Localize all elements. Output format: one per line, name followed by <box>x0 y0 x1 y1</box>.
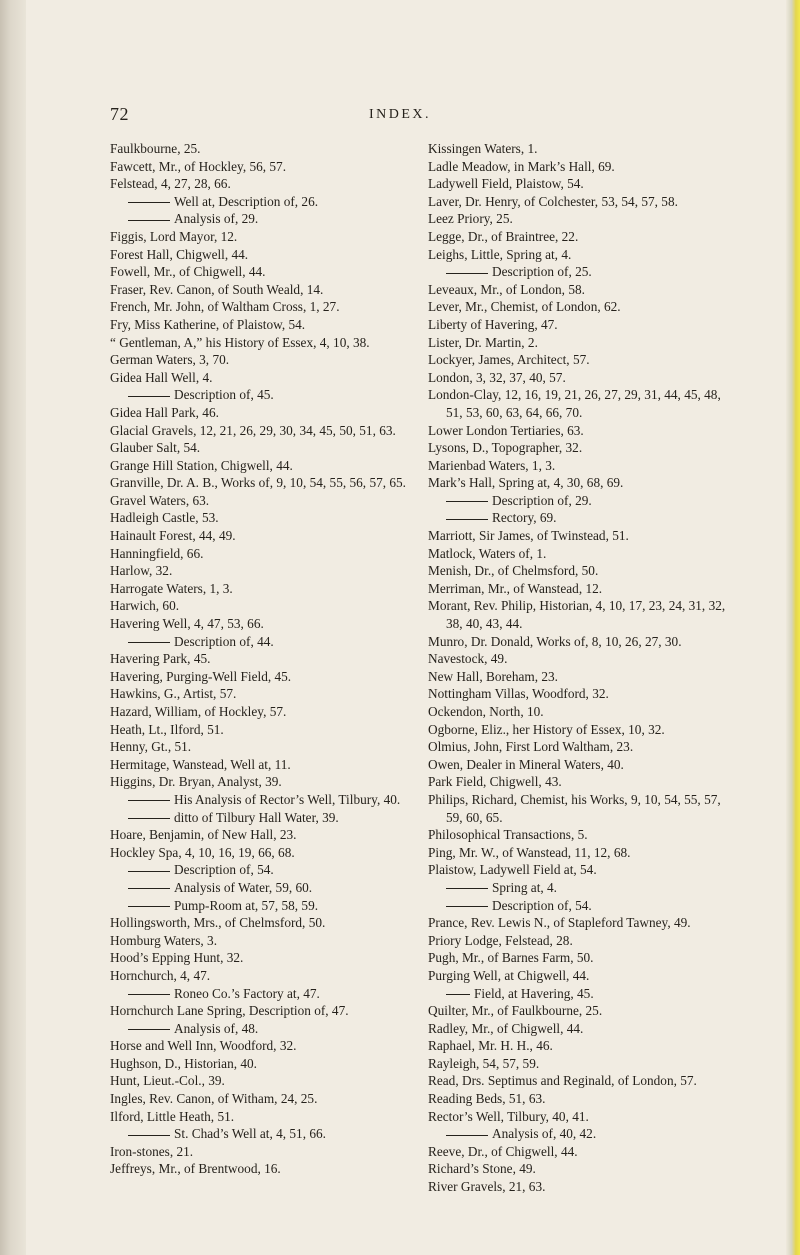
index-entry <box>110 492 420 510</box>
index-entry <box>110 949 420 967</box>
index-entry <box>428 650 738 668</box>
index-entry-text: Analysis of, 40, 42. <box>492 1126 597 1142</box>
index-entry-text: Philips, Richard, Chemist, his Works, 9, 10, 54, 55, 57, 59, 60, 65. <box>428 791 721 825</box>
ditto-rule <box>128 818 170 819</box>
index-entry-text: Reading Beds, 51, 63. <box>428 1091 546 1107</box>
index-entry-text: Leez Priory, 25. <box>428 211 513 227</box>
index-entry <box>110 562 420 580</box>
index-entry <box>110 1055 420 1073</box>
index-entry <box>110 439 420 457</box>
ditto-rule <box>128 994 170 995</box>
index-entry-text: Spring at, 4. <box>492 879 558 895</box>
index-entry-text: Hollingsworth, Mrs., of Chelmsford, 50. <box>110 915 326 931</box>
index-subentry <box>110 791 420 809</box>
index-entry <box>428 580 738 598</box>
index-entry-text: Gidea Hall Park, 46. <box>110 404 219 420</box>
index-entry-text: Description of, 54. <box>174 862 274 878</box>
index-entry <box>110 228 420 246</box>
index-entry-text: River Gravels, 21, 63. <box>428 1179 546 1195</box>
index-entry <box>110 158 420 176</box>
index-entry-text: Reeve, Dr., of Chigwell, 44. <box>428 1143 578 1159</box>
index-entry <box>110 685 420 703</box>
index-entry-text: Rector’s Well, Tilbury, 40, 41. <box>428 1108 589 1124</box>
index-entry-text: Menish, Dr., of Chelmsford, 50. <box>428 563 599 579</box>
index-entry-text: Prance, Rev. Lewis N., of Stapleford Tawney, 49. <box>428 915 691 931</box>
index-subentry <box>110 861 420 879</box>
index-entry <box>110 1160 420 1178</box>
ditto-rule <box>446 906 488 907</box>
running-head: INDEX. <box>368 107 432 122</box>
index-entry <box>110 668 420 686</box>
index-entry-text: Fraser, Rev. Canon, of South Weald, 14. <box>110 281 324 297</box>
index-entry-text: Gravel Waters, 63. <box>110 492 210 508</box>
index-entry <box>428 949 738 967</box>
index-subentry <box>110 897 420 915</box>
index-entry <box>110 281 420 299</box>
index-entry <box>428 1055 738 1073</box>
index-subentry <box>110 985 420 1003</box>
index-entry <box>428 422 738 440</box>
ditto-rule <box>128 396 170 397</box>
index-entry-text: Havering Well, 4, 47, 53, 66. <box>110 616 264 632</box>
index-entry-text: Olmius, John, First Lord Waltham, 23. <box>428 739 634 755</box>
index-entry-text: Hermitage, Wanstead, Well at, 11. <box>110 756 291 772</box>
index-entry <box>428 685 738 703</box>
index-subentry <box>110 210 420 228</box>
index-entry-text: Kissingen Waters, 1. <box>428 141 538 156</box>
index-subentry <box>428 1125 738 1143</box>
index-entry <box>428 967 738 985</box>
index-entry <box>110 597 420 615</box>
index-entry-text: Richard’s Stone, 49. <box>428 1161 536 1177</box>
index-subentry <box>428 879 738 897</box>
index-entry-text: Horse and Well Inn, Woodford, 32. <box>110 1038 297 1054</box>
index-entry-text: London, 3, 32, 37, 40, 57. <box>428 369 566 385</box>
index-entry-text: Laver, Dr. Henry, of Colchester, 53, 54, 57, 58. <box>428 193 678 209</box>
index-entry <box>428 703 738 721</box>
index-entry-text: St. Chad’s Well at, 4, 51, 66. <box>174 1126 326 1142</box>
index-entry <box>110 474 420 492</box>
ditto-rule <box>446 501 488 502</box>
index-entry <box>110 580 420 598</box>
index-entry-text: Ladywell Field, Plaistow, 54. <box>428 176 584 192</box>
index-entry <box>110 175 420 193</box>
index-entry-text: Havering Park, 45. <box>110 651 211 667</box>
index-entry-text: Hawkins, G., Artist, 57. <box>110 686 237 702</box>
index-entry-text: Owen, Dealer in Mineral Waters, 40. <box>428 756 624 772</box>
index-entry <box>110 545 420 563</box>
index-entry-text: Lister, Dr. Martin, 2. <box>428 334 538 350</box>
index-entry <box>110 650 420 668</box>
index-entry-text: German Waters, 3, 70. <box>110 352 230 368</box>
ditto-rule <box>446 273 488 274</box>
index-entry-text: Raphael, Mr. H. H., 46. <box>428 1038 553 1054</box>
index-subentry <box>110 1020 420 1038</box>
index-entry-text: Jeffreys, Mr., of Brentwood, 16. <box>110 1161 281 1177</box>
index-entry-text: Philosophical Transactions, 5. <box>428 827 588 843</box>
index-entry-text: Hunt, Lieut.-Col., 39. <box>110 1073 225 1089</box>
ditto-rule <box>128 888 170 889</box>
ditto-rule <box>128 1135 170 1136</box>
index-entry <box>110 422 420 440</box>
index-entry-text: Felstead, 4, 27, 28, 66. <box>110 176 231 192</box>
index-entry-text: French, Mr. John, of Waltham Cross, 1, 27. <box>110 299 340 315</box>
index-entry <box>110 246 420 264</box>
index-subentry <box>110 879 420 897</box>
index-entry-text: Higgins, Dr. Bryan, Analyst, 39. <box>110 774 282 790</box>
index-entry <box>428 246 738 264</box>
index-entry-text: Read, Drs. Septimus and Reginald, of London, 57. <box>428 1073 697 1089</box>
index-subentry <box>428 263 738 281</box>
index-entry <box>428 281 738 299</box>
index-subentry <box>428 897 738 915</box>
index-subentry <box>110 1125 420 1143</box>
index-entry-text: Homburg Waters, 3. <box>110 932 218 948</box>
index-entry <box>428 545 738 563</box>
index-entry <box>428 773 738 791</box>
index-entry-text: Hornchurch Lane Spring, Description of, 47. <box>110 1003 349 1019</box>
index-entry <box>428 1143 738 1161</box>
index-entry <box>428 1160 738 1178</box>
index-entry-text: Rayleigh, 54, 57, 59. <box>428 1055 540 1071</box>
index-subentry <box>110 809 420 827</box>
index-entry <box>110 773 420 791</box>
index-entry-text: Hornchurch, 4, 47. <box>110 967 211 983</box>
index-entry-text: Heath, Lt., Ilford, 51. <box>110 721 224 737</box>
index-entry <box>428 597 738 632</box>
index-entry-text: Fry, Miss Katherine, of Plaistow, 54. <box>110 316 306 332</box>
index-entry-text: Nottingham Villas, Woodford, 32. <box>428 686 609 702</box>
index-entry-text: Lysons, D., Topographer, 32. <box>428 440 583 456</box>
index-entry <box>428 369 738 387</box>
index-entry-text: Hoare, Benjamin, of New Hall, 23. <box>110 827 297 843</box>
index-subentry <box>428 509 738 527</box>
index-entry <box>110 756 420 774</box>
index-entry <box>428 298 738 316</box>
index-entry-text: Pugh, Mr., of Barnes Farm, 50. <box>428 950 594 966</box>
index-entry-text: Harwich, 60. <box>110 598 180 614</box>
ditto-rule <box>446 994 470 995</box>
index-entry-text: Glauber Salt, 54. <box>110 440 201 456</box>
index-entry-text: Hazard, William, of Hockley, 57. <box>110 704 287 719</box>
index-subentry <box>110 633 420 651</box>
index-entry-text: Description of, 29. <box>492 492 592 508</box>
index-entry <box>428 316 738 334</box>
ditto-rule <box>446 1135 488 1136</box>
index-entry-text: Analysis of, 48. <box>174 1020 259 1036</box>
index-entry-text: Iron-stones, 21. <box>110 1143 194 1159</box>
index-entry <box>428 158 738 176</box>
index-column-right <box>428 140 738 1196</box>
index-entry <box>110 615 420 633</box>
index-entry-text: Pump-Room at, 57, 58, 59. <box>174 897 319 913</box>
index-entry <box>428 457 738 475</box>
index-entry-text: Radley, Mr., of Chigwell, 44. <box>428 1020 584 1036</box>
index-entry-text: Marienbad Waters, 1, 3. <box>428 457 556 473</box>
index-entry-text: Quilter, Mr., of Faulkbourne, 25. <box>428 1003 603 1019</box>
index-entry <box>428 334 738 352</box>
index-entry-text: Description of, 44. <box>174 633 274 649</box>
index-entry <box>428 914 738 932</box>
index-entry <box>110 1090 420 1108</box>
index-entry <box>110 140 420 158</box>
index-entry-text: Lower London Tertiaries, 63. <box>428 422 584 438</box>
index-entry <box>428 175 738 193</box>
index-entry <box>428 756 738 774</box>
index-entry-text: Ingles, Rev. Canon, of Witham, 24, 25. <box>110 1091 318 1107</box>
index-entry <box>110 1037 420 1055</box>
index-entry <box>110 738 420 756</box>
index-entry-text: Liberty of Havering, 47. <box>428 316 558 332</box>
index-entry-text: Ockendon, North, 10. <box>428 704 544 719</box>
index-entry-text: London-Clay, 12, 16, 19, 21, 26, 27, 29, 31, 44, 45, 48, 51, 53, 60, 63, 64, 66, 70. <box>428 387 721 420</box>
index-entry <box>428 562 738 580</box>
index-entry-text: Morant, Rev. Philip, Historian, 4, 10, 17, 23, 24, 31, 32, 38, 40, 43, 44. <box>428 598 726 632</box>
index-entry <box>428 386 738 421</box>
index-entry-text: Hood’s Epping Hunt, 32. <box>110 950 244 966</box>
index-entry-text: Granville, Dr. A. B., Works of, 9, 10, 54, 55, 56, 57, 65. <box>110 475 407 491</box>
index-entry <box>110 703 420 721</box>
page-edge-strip <box>786 0 800 1255</box>
index-entry <box>428 1072 738 1090</box>
ditto-rule <box>128 1029 170 1030</box>
index-entry <box>428 1020 738 1038</box>
index-entry <box>110 369 420 387</box>
index-entry-text: Field, at Havering, 45. <box>474 985 594 1001</box>
index-entry <box>110 1002 420 1020</box>
index-entry <box>110 316 420 334</box>
index-entry <box>110 351 420 369</box>
index-entry-text: New Hall, Boreham, 23. <box>428 668 558 684</box>
index-entry-text: Priory Lodge, Felstead, 28. <box>428 932 573 948</box>
page-binding-shadow <box>0 0 26 1255</box>
index-entry <box>110 509 420 527</box>
index-entry <box>428 210 738 228</box>
index-entry-text: Hadleigh Castle, 53. <box>110 510 219 526</box>
index-entry <box>428 826 738 844</box>
page-number: 72 <box>110 104 129 124</box>
index-entry-text: Navestock, 49. <box>428 651 508 667</box>
index-entry-text: Havering, Purging-Well Field, 45. <box>110 668 292 684</box>
index-entry-text: Hughson, D., Historian, 40. <box>110 1055 257 1071</box>
index-entry <box>428 668 738 686</box>
index-entry <box>428 738 738 756</box>
index-entry <box>428 228 738 246</box>
index-entry-text: Faulkbourne, 25. <box>110 141 201 156</box>
index-column-left <box>110 140 420 1178</box>
index-entry-text: Fowell, Mr., of Chigwell, 44. <box>110 264 266 280</box>
ditto-rule <box>128 906 170 907</box>
index-entry-text: Ladle Meadow, in Mark’s Hall, 69. <box>428 158 615 174</box>
index-entry-text: Fawcett, Mr., of Hockley, 56, 57. <box>110 158 287 174</box>
index-entry <box>428 844 738 862</box>
ditto-rule <box>128 642 170 643</box>
index-entry-text: Grange Hill Station, Chigwell, 44. <box>110 457 293 473</box>
index-entry-text: Analysis of, 29. <box>174 211 259 227</box>
index-entry-text: Park Field, Chigwell, 43. <box>428 774 562 790</box>
index-entry <box>110 826 420 844</box>
index-entry-text: Lever, Mr., Chemist, of London, 62. <box>428 299 621 315</box>
index-entry <box>428 1090 738 1108</box>
index-entry-text: Description of, 54. <box>492 897 592 913</box>
index-entry-text: Legge, Dr., of Braintree, 22. <box>428 228 579 244</box>
ditto-rule <box>446 888 488 889</box>
index-entry-text: Ogborne, Eliz., her History of Essex, 10, 32. <box>428 721 665 737</box>
ditto-rule <box>446 519 488 520</box>
index-entry-text: Roneo Co.’s Factory at, 47. <box>174 985 320 1001</box>
index-entry <box>110 263 420 281</box>
index-entry-text: Forest Hall, Chigwell, 44. <box>110 246 249 262</box>
index-entry-text: Well at, Description of, 26. <box>174 193 319 209</box>
index-entry-text: Lockyer, James, Architect, 57. <box>428 352 590 368</box>
index-entry <box>428 1178 738 1196</box>
index-entry-text: Matlock, Waters of, 1. <box>428 545 547 561</box>
index-entry <box>110 967 420 985</box>
index-entry <box>428 527 738 545</box>
index-entry <box>110 457 420 475</box>
ditto-rule <box>128 202 170 203</box>
index-entry <box>428 932 738 950</box>
index-entry <box>110 1072 420 1090</box>
index-entry-text: Munro, Dr. Donald, Works of, 8, 10, 26, 27, 30. <box>428 633 682 649</box>
index-entry <box>428 791 738 826</box>
index-entry-text: “ Gentleman, A,” his History of Essex, 4, 10, 38. <box>110 334 370 350</box>
index-entry-text: Leighs, Little, Spring at, 4. <box>428 246 572 262</box>
index-subentry <box>110 386 420 404</box>
index-entry-text: Glacial Gravels, 12, 21, 26, 29, 30, 34, 45, 50, 51, 63. <box>110 422 396 438</box>
index-subentry <box>428 985 738 1003</box>
index-entry-text: Description of, 45. <box>174 387 274 403</box>
index-entry-text: Hockley Spa, 4, 10, 16, 19, 66, 68. <box>110 844 295 860</box>
ditto-rule <box>128 220 170 221</box>
index-entry <box>428 351 738 369</box>
ditto-rule <box>128 871 170 872</box>
index-entry-text: Hainault Forest, 44, 49. <box>110 528 236 544</box>
index-entry-text: Gidea Hall Well, 4. <box>110 369 213 385</box>
index-entry-text: Plaistow, Ladywell Field at, 54. <box>428 862 597 878</box>
index-entry-text: Harlow, 32. <box>110 563 173 579</box>
index-entry-text: Description of, 25. <box>492 264 592 280</box>
index-entry-text: Leveaux, Mr., of London, 58. <box>428 281 585 297</box>
index-subentry <box>110 193 420 211</box>
index-entry <box>428 1002 738 1020</box>
index-entry-text: Rectory, 69. <box>492 510 557 526</box>
index-entry <box>428 861 738 879</box>
index-entry-text: Henny, Gt., 51. <box>110 739 192 755</box>
index-entry-text: Hanningfield, 66. <box>110 545 204 561</box>
index-entry <box>428 439 738 457</box>
index-entry <box>110 721 420 739</box>
index-entry-text: Analysis of Water, 59, 60. <box>174 879 313 895</box>
index-entry-text: Ping, Mr. W., of Wanstead, 11, 12, 68. <box>428 844 631 860</box>
ditto-rule <box>128 800 170 801</box>
index-subentry <box>428 492 738 510</box>
index-entry-text: Purging Well, at Chigwell, 44. <box>428 967 590 983</box>
index-entry <box>110 404 420 422</box>
index-entry <box>110 298 420 316</box>
index-entry <box>428 633 738 651</box>
index-entry-text: Ilford, Little Heath, 51. <box>110 1108 235 1124</box>
index-entry-text: His Analysis of Rector’s Well, Tilbury, 40. <box>174 791 401 807</box>
index-entry <box>110 1108 420 1126</box>
index-entry <box>428 193 738 211</box>
index-entry <box>428 1108 738 1126</box>
index-entry-text: Figgis, Lord Mayor, 12. <box>110 228 238 244</box>
index-entry-text: ditto of Tilbury Hall Water, 39. <box>174 809 339 825</box>
index-entry <box>110 914 420 932</box>
index-entry <box>110 527 420 545</box>
index-entry <box>110 334 420 352</box>
index-entry <box>428 1037 738 1055</box>
index-entry <box>110 1143 420 1161</box>
index-entry-text: Marriott, Sir James, of Twinstead, 51. <box>428 528 629 544</box>
index-entry <box>428 474 738 492</box>
index-entry-text: Harrogate Waters, 1, 3. <box>110 580 233 596</box>
index-entry-text: Merriman, Mr., of Wanstead, 12. <box>428 580 603 596</box>
index-entry <box>428 140 738 158</box>
index-entry <box>428 721 738 739</box>
index-entry <box>110 932 420 950</box>
index-entry <box>110 844 420 862</box>
index-entry-text: Mark’s Hall, Spring at, 4, 30, 68, 69. <box>428 475 624 491</box>
